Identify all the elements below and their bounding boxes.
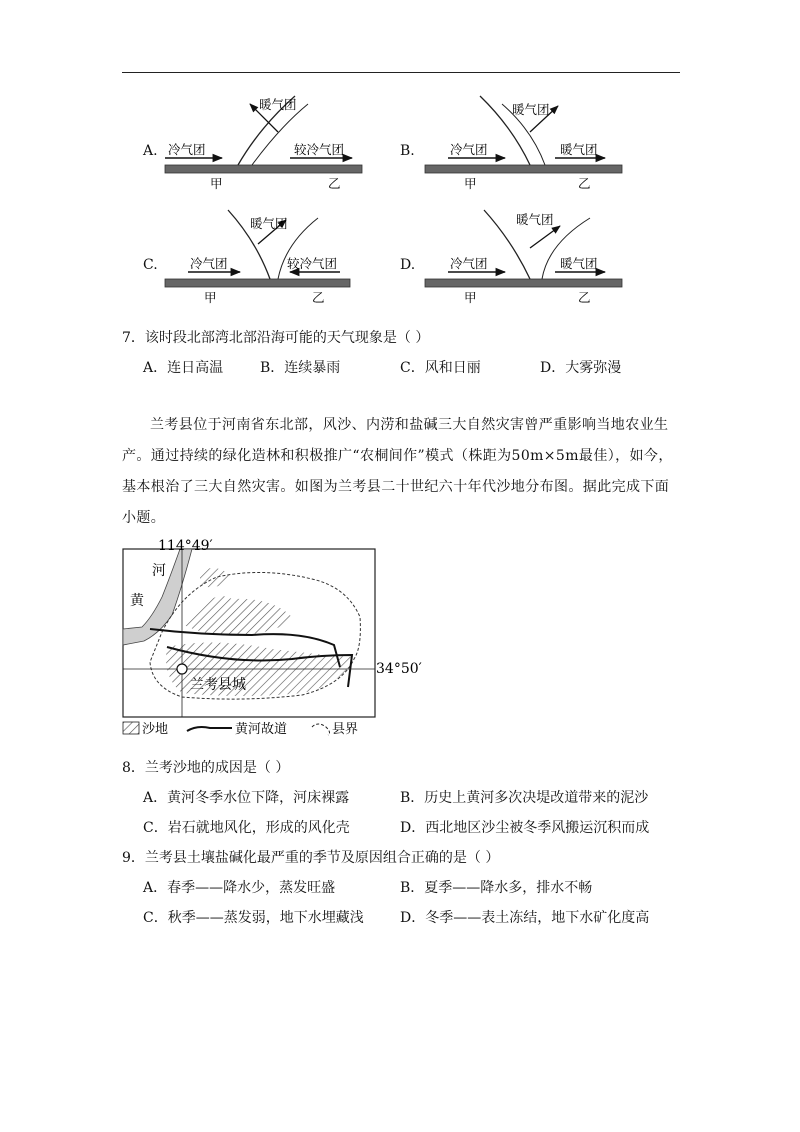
- warm-air-label: 暖气团: [512, 102, 550, 117]
- ground-bar: [425, 279, 622, 287]
- q8-option-d[interactable]: D．西北地区沙尘被冬季风搬运沉积而成: [400, 820, 650, 836]
- river-label-huang: 黄: [130, 593, 144, 609]
- front-diagram-b: [420, 92, 630, 192]
- sand-area-north: [200, 568, 232, 587]
- q7-option-b[interactable]: B．连续暴雨: [260, 360, 341, 376]
- right-air-label: 暖气团: [560, 142, 598, 157]
- q8-option-a[interactable]: A．黄河冬季水位下降，河床裸露: [143, 790, 350, 806]
- right-air-label: 暖气团: [560, 256, 598, 271]
- q8-option-c[interactable]: C．岩石就地风化，形成的风化壳: [143, 820, 350, 836]
- question-8-stem: 8．兰考沙地的成因是（ ）: [122, 760, 290, 776]
- header-rule: [122, 72, 680, 73]
- legend-sand-label: 沙地: [142, 722, 169, 737]
- left-air-label: 冷气团: [450, 256, 488, 271]
- yi-label: 乙: [578, 290, 591, 305]
- ground-bar: [165, 165, 362, 173]
- legend-old-river-label: 黄河故道: [235, 722, 288, 737]
- q9-option-a[interactable]: A．春季——降水少，蒸发旺盛: [143, 880, 336, 896]
- warm-air-arrow: [530, 226, 560, 248]
- option-d-letter: D.: [400, 257, 416, 273]
- warm-air-label: 暖气团: [516, 212, 554, 227]
- q9-option-b[interactable]: B．夏季——降水多，排水不畅: [400, 880, 593, 896]
- warm-air-label: 暖气团: [259, 97, 297, 112]
- yi-label: 乙: [312, 290, 325, 305]
- jia-label: 甲: [464, 290, 477, 305]
- q9-option-c[interactable]: C．秋季——蒸发弱，地下水埋藏浅: [143, 910, 364, 926]
- left-air-label: 冷气团: [190, 256, 228, 271]
- passage: [122, 410, 682, 534]
- city-label: 兰考县城: [190, 677, 246, 693]
- ground-bar: [165, 279, 350, 287]
- lankao-sand-map: [122, 537, 422, 742]
- passage-text: 兰考县位于河南省东北部，风沙、内涝和盐碱三大自然灾害曾严重影响当地农业生产。通过持续的绿化造林和积极推广“农桐间作”模式（株距为50m×5m最佳），如今，基本根治了三大自然灾害。如图为兰考县二十世纪六十年代沙地分布图。据此完成下面小题。: [122, 417, 673, 526]
- jia-label: 甲: [204, 290, 217, 305]
- latitude-label: 34°50′: [376, 661, 422, 677]
- legend-boundary-label: 县界: [332, 722, 359, 737]
- front-diagram-d: [420, 206, 630, 306]
- sand-area: [184, 596, 292, 635]
- q8-option-b[interactable]: B．历史上黄河多次决堤改道带来的泥沙: [400, 790, 649, 806]
- q7-option-d[interactable]: D．大雾弥漫: [540, 360, 622, 376]
- q7-option-a[interactable]: A．连日高温: [143, 360, 224, 376]
- question-7-stem: 7．该时段北部湾北部沿海可能的天气现象是（ ）: [122, 330, 430, 346]
- legend-old-river-swatch: [187, 727, 232, 731]
- jia-label: 甲: [210, 176, 223, 191]
- right-air-label: 较冷气团: [294, 142, 345, 157]
- yi-label: 乙: [328, 176, 341, 191]
- yi-label: 乙: [578, 176, 591, 191]
- ground-bar: [425, 165, 622, 173]
- front-diagram-a: [160, 92, 370, 192]
- jia-label: 甲: [464, 176, 477, 191]
- q7-option-c[interactable]: C．风和日丽: [400, 360, 481, 376]
- q9-option-d[interactable]: D．冬季——表土冻结，地下水矿化度高: [400, 910, 650, 926]
- question-9-stem: 9．兰考县土壤盐碱化最严重的季节及原因组合正确的是（ ）: [122, 850, 500, 866]
- legend-boundary-swatch: [312, 724, 330, 735]
- longitude-label: 114°49′: [158, 538, 213, 554]
- right-air-label: 较冷气团: [287, 256, 338, 271]
- option-a-letter: A.: [143, 143, 158, 159]
- front-diagram-c: [160, 206, 370, 306]
- county-city-marker: [177, 664, 187, 674]
- option-b-letter: B.: [400, 143, 415, 159]
- left-air-label: 冷气团: [168, 142, 206, 157]
- warm-air-label: 暖气团: [250, 216, 288, 231]
- legend-sand-swatch: [123, 722, 139, 734]
- river-label-he: 河: [152, 563, 166, 579]
- left-air-label: 冷气团: [450, 142, 488, 157]
- option-c-letter: C.: [143, 257, 158, 273]
